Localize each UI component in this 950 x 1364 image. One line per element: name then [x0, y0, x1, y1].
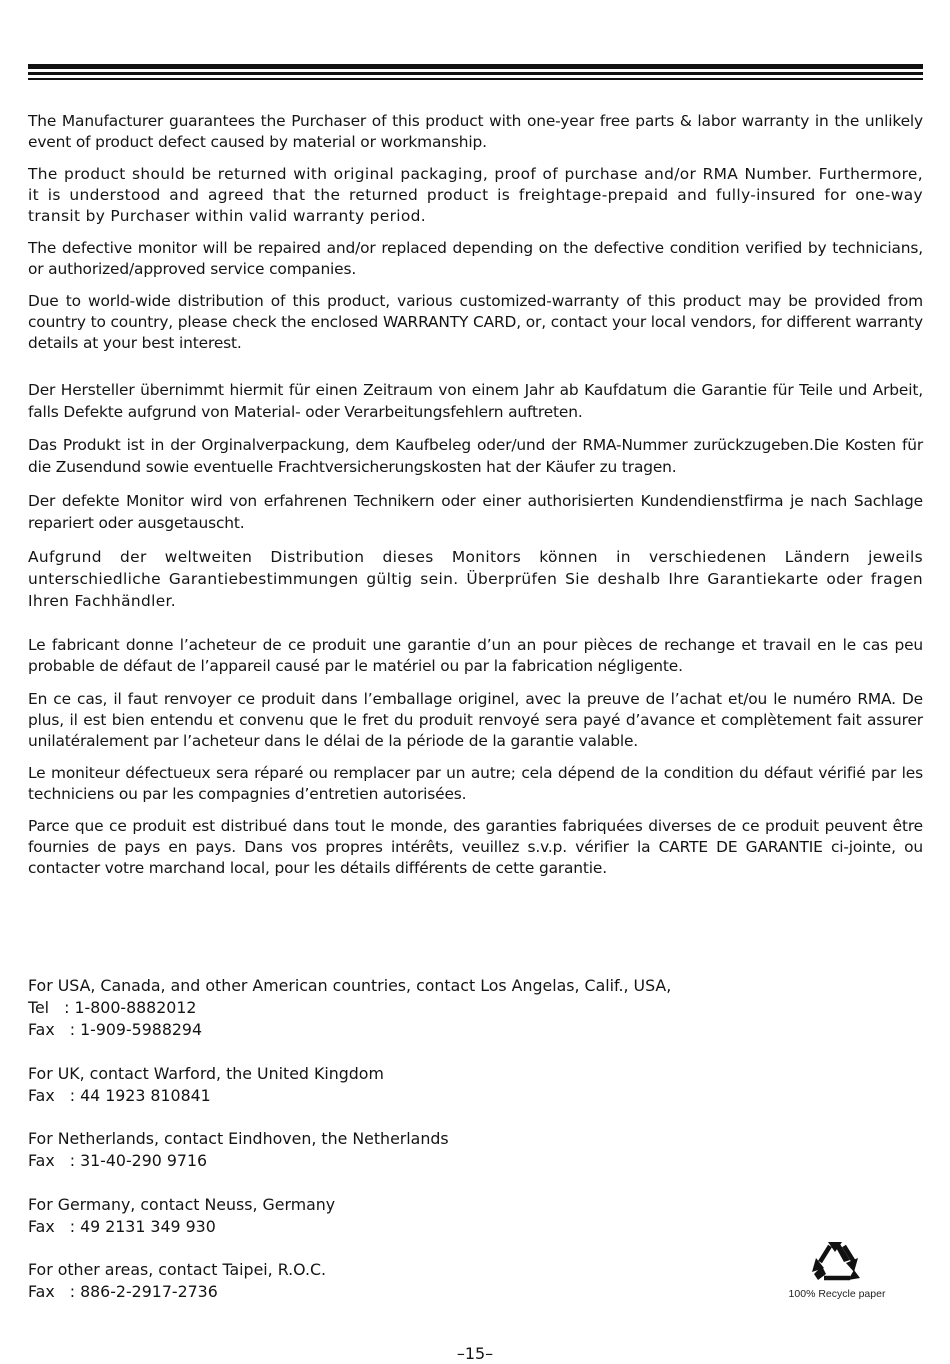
contact-title: For UK, contact Warford, the United Kingdom — [28, 1064, 384, 1083]
warranty-en-paragraph-1: The Manufacturer guarantees the Purchaser of this product with one-year free parts & labor warranty in the unlikely event of product defect caused by material or workmanship. — [28, 112, 923, 151]
warranty-de-paragraph-3: Der defekte Monitor wird von erfahrenen Technikern oder einer authorisierten Kundendienstfirma je nach Sachlage repariert oder ausgetauscht. — [28, 492, 923, 532]
warranty-de-paragraph-2: Das Produkt ist in der Orginalverpackung, dem Kaufbeleg oder/und der RMA-Nummer zurückzugeben.Die Kosten für die Zusendund sowie eventuelle Frachtversicherungskosten hat der Käufer zu tragen. — [28, 436, 923, 476]
contact-germany — [28, 1194, 335, 1238]
warranty-en-paragraph-4: Due to world-wide distribution of this product, various customized-warranty of this product may be provided from country to country, please check the enclosed WARRANTY CARD, or, contact your local vendors, for different warranty details at your best interest. — [28, 292, 923, 352]
contact-line: Fax : 44 1923 810841 — [28, 1086, 211, 1105]
contact-line: Fax : 886-2-2917-2736 — [28, 1282, 218, 1301]
recycle-icon — [784, 1238, 890, 1288]
contact-line: Fax : 49 2131 349 930 — [28, 1217, 216, 1236]
header-rule-thick — [28, 64, 923, 69]
page-number: –15– — [456, 1344, 494, 1363]
warranty-fr-paragraph-2: En ce cas, il faut renvoyer ce produit dans l’emballage originel, avec la preuve de l’achat et/ou le numéro RMA. De plus, il est bien entendu et convenu que le fret du produit renvoyé sera payé d’avance et complètement fait assurer unilatéralement par l’acheteur dans le délai de la période de la garantie valable. — [28, 690, 923, 750]
contact-title: For USA, Canada, and other American countries, contact Los Angelas, Calif., USA, — [28, 976, 672, 995]
contact-other-areas — [28, 1259, 326, 1303]
warranty-fr-paragraph-4: Parce que ce produit est distribué dans tout le monde, des garanties fabriquées diverses de ce produit peuvent être fournies de pays en pays. Dans vos propres intérêts, veuillez s.v.p. vérifier la CARTE DE GARANTIE ci-jointe, ou contacter votre marchand local, pour les détails différents de cette garantie. — [28, 817, 923, 877]
contact-title: For Germany, contact Neuss, Germany — [28, 1195, 336, 1214]
contact-title: For other areas, contact Taipei, R.O.C. — [28, 1260, 327, 1279]
contact-uk — [28, 1063, 384, 1107]
warranty-fr-paragraph-1: Le fabricant donne l’acheteur de ce produit une garantie d’un an pour pièces de rechange et travail en le cas peu probable de défaut de l’appareil causé par le matériel ou par la fabrication négligente. — [28, 636, 923, 675]
recycle-label: 100% Recycle paper — [788, 1288, 886, 1300]
warranty-fr-paragraph-3: Le moniteur défectueux sera réparé ou remplacer par un autre; cela dépend de la condition du défaut vérifié par les techniciens ou par les compagnies d’entretien autorisées. — [28, 764, 923, 803]
header-rule-thin — [28, 78, 923, 80]
warranty-de-paragraph-1: Der Hersteller übernimmt hiermit für einen Zeitraum von einem Jahr ab Kaufdatum die Garantie für Teile und Arbeit, falls Defekte aufgrund von Material- oder Verarbeitungsfehlern auftreten. — [28, 381, 923, 421]
contact-line: Fax : 31-40-290 9716 — [28, 1151, 208, 1170]
contact-title: For Netherlands, contact Eindhoven, the Netherlands — [28, 1129, 449, 1148]
warranty-en-paragraph-2: The product should be returned with original packaging, proof of purchase and/or RMA Number. Furthermore, it is understood and agreed that the returned product is freightage-prepaid and fully-insured for one-way transit by Purchaser within valid warranty period. — [28, 165, 923, 225]
contact-line: Tel : 1-800-8882012 — [28, 998, 197, 1017]
contact-netherlands — [28, 1128, 449, 1172]
contact-line: Fax : 1-909-5988294 — [28, 1020, 203, 1039]
warranty-de-paragraph-4: Aufgrund der weltweiten Distribution dieses Monitors können in verschiedenen Ländern jeweils unterschiedliche Garantiebestimmungen gültig sein. Überprüfen Sie deshalb Ihre Garantiekarte oder fragen Ihren Fachhändler. — [28, 548, 923, 610]
contact-usa — [28, 975, 671, 1041]
warranty-en-paragraph-3: The defective monitor will be repaired and/or replaced depending on the defective condition verified by technicians, or authorized/approved service companies. — [28, 239, 923, 278]
header-rule-medium — [28, 72, 923, 75]
